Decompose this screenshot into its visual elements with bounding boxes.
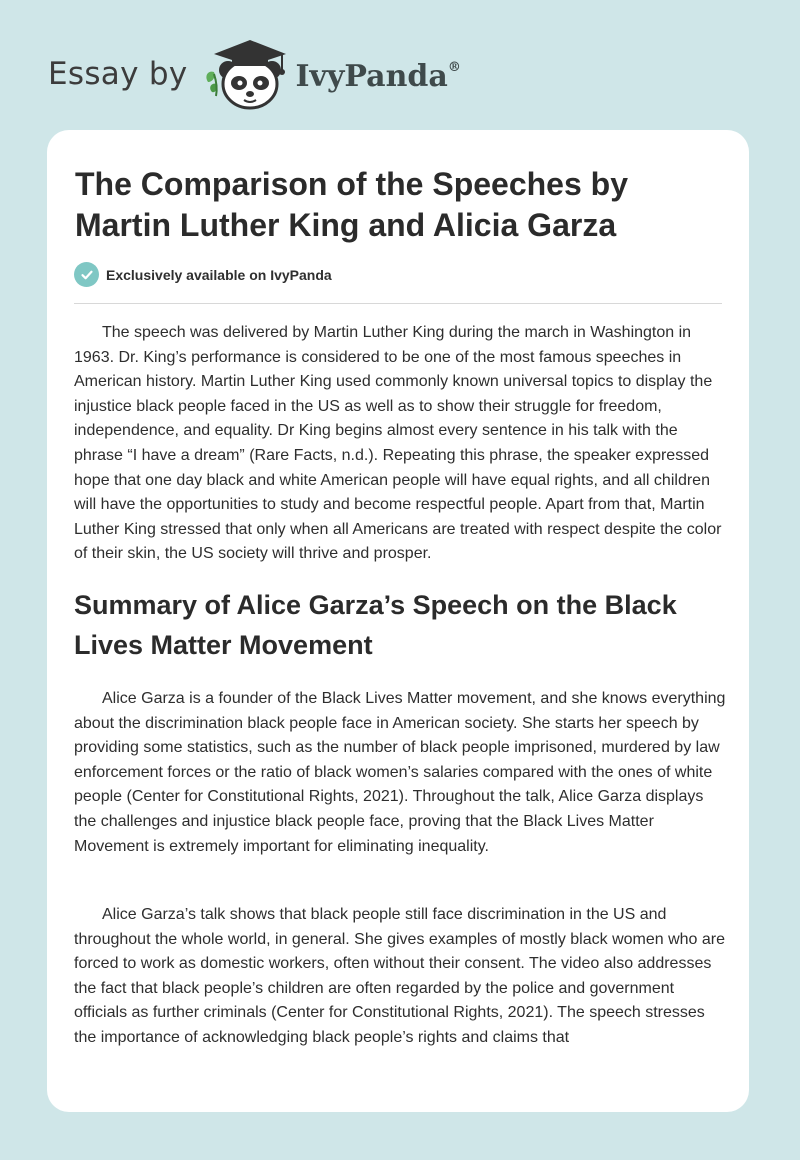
paragraph-3: Alice Garza’s talk shows that black people still face discrimination in the US and throughout the whole world, in general. She gives examples of mostly black women who are forced to work as domestic workers, often without their consent. The video also addresses the fact that black people’s children are often regarded by the police and government officials as further criminals (Center for Constitutional Rights, 2021). The speech stresses the importance of acknowledging black people’s rights and claims that <box>74 906 726 1046</box>
section-heading: Summary of Alice Garza’s Speech on the Black Lives Matter Movement <box>74 590 677 660</box>
essay-card <box>47 130 749 1112</box>
divider <box>74 303 722 304</box>
check-icon <box>74 262 99 287</box>
page-title: The Comparison of the Speeches by Martin Luther King and Alicia Garza <box>75 166 628 243</box>
paragraph-1: The speech was delivered by Martin Luther King during the march in Washington in 1963. Dr. King’s performance is considered to be one of the most famous speeches in American history. Martin Luther King used commonly known universal topics to display the injustice black people faced in the US as well as to show their struggle for freedom, independence, and equality. Dr King begins almost every sentence in his talk with the phrase “I have a dream” (Rare Facts, n.d.). Repeating this phrase, the speaker expressed hope that one day black and white American people will have equal rights, and all children will have the opportunities to study and become respectful people. Apart from that, Martin Luther King stressed that only when all Americans are treated with respect despite the color of their skin, the US society will thrive and prosper. <box>74 324 722 563</box>
essay-by-label: Essay by <box>48 56 188 92</box>
badge-label: Exclusively available on IvyPanda <box>106 266 332 283</box>
paragraph-2: Alice Garza is a founder of the Black Lives Matter movement, and she knows everything about the discrimination black people face in American society. She starts her speech by providing some statistics, such as the number of black people imprisoned, murdered by law enforcement forces or the ratio of black women’s salaries compared with the ones of white people (Center for Constitutional Rights, 2021). Throughout the talk, Alice Garza displays the challenges and injustice black people face, proving that the Black Lives Matter Movement is extremely important for eliminating inequality. <box>74 690 726 855</box>
brand-name[interactable]: IvyPanda® <box>295 58 461 94</box>
registered-mark: ® <box>447 59 461 75</box>
ivypanda-logo-icon[interactable] <box>202 34 292 114</box>
site-header <box>48 34 461 114</box>
exclusive-badge <box>74 262 332 287</box>
